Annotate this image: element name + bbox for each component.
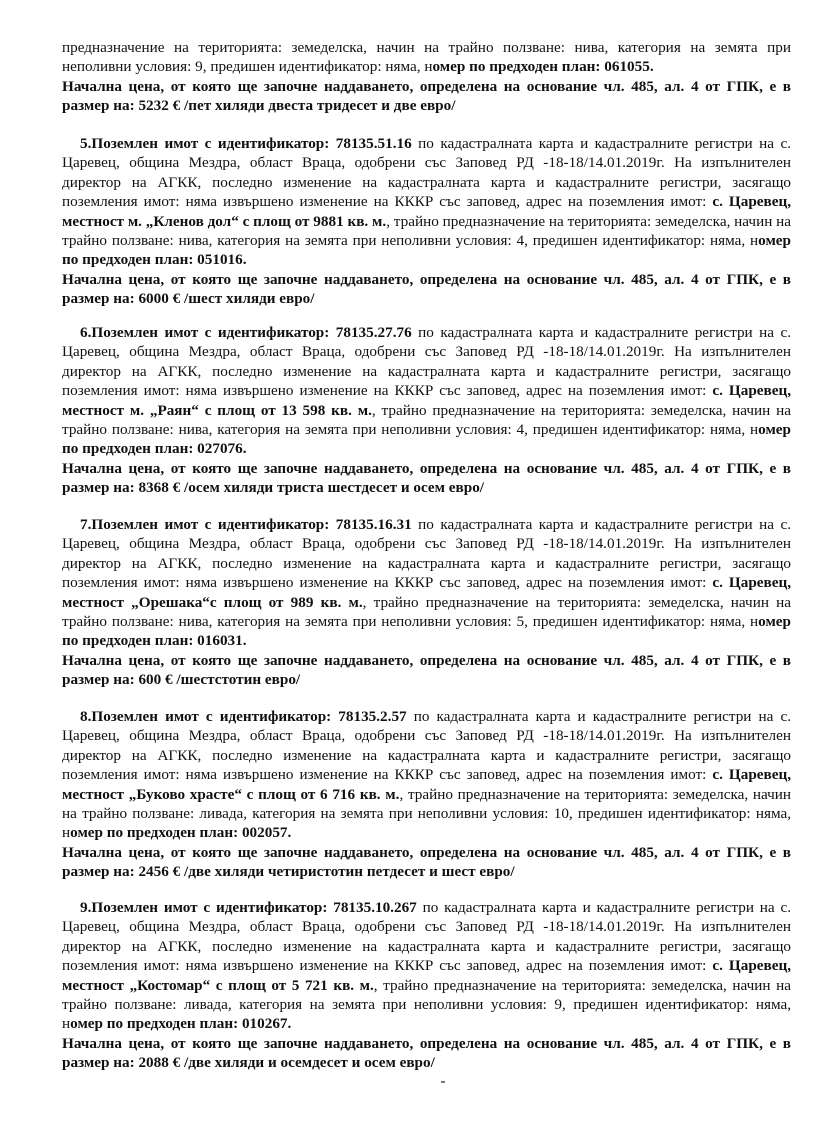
lot-heading: 8.Поземлен имот с идентификатор: 78135.2.57	[80, 708, 407, 725]
lot-text: , трайно предназначение на територията: земеделска, начин на трайно ползване: нива, категория на земята при неполивни условия: 5, предишен идентификатор: няма, н	[62, 593, 791, 631]
lot-text: по кадастралната карта и кадастралните регистри на с. Царевец, община Мездра, област Враца, одобрени със Заповед РД -18-18/14.01.2019г. На изпълнителен директор на АГКК, последно изменение на кадастралната карта и кадастралните регистри, засягащо поземления имот: няма извършено изменение на КККР със заповед, адрес на поземления имот:	[62, 324, 791, 400]
lot-description	[62, 515, 791, 651]
previous-plan-number: омер по предходен план: 016031.	[62, 613, 791, 650]
starting-price: Начална цена, от която ще започне наддаването, определена на основание чл. 485, ал. 4 от ГПК, е в размер на: 2456 € /две хиляди четиристотин петдесет и шест евро/	[62, 843, 791, 881]
lot-heading: 9.Поземлен имот с идентификатор: 78135.10.267	[80, 899, 417, 916]
starting-price: Начална цена, от която ще започне наддаването, определена на основание чл. 485, ал. 4 от ГПК, е в размер на: 600 € /шестстотин евро/	[62, 651, 791, 689]
lot-6	[62, 323, 791, 498]
lot-8	[62, 707, 791, 882]
lot-heading: 6.Поземлен имот с идентификатор: 78135.27.76	[80, 324, 412, 341]
previous-plan-number: омер по предходен план: 010267.	[70, 1015, 292, 1033]
lot-description	[62, 38, 791, 77]
lot-text: , трайно предназначение на територията: земеделска, начин на трайно ползване: нива, категория на земята при неполивни условия: 4, предишен идентификатор: няма, н	[62, 212, 791, 250]
lot-description	[62, 134, 791, 270]
lot-text: по кадастралната карта и кадастралните регистри на с. Царевец, община Мездра, област Враца, одобрени със Заповед РД -18-18/14.01.2019г. На изпълнителен директор на АГКК, последно изменение на кадастралната карта и кадастралните регистри, засягащо поземления имот: няма извършено изменение на КККР със заповед, адрес на поземления имот:	[62, 899, 791, 975]
lot-heading: 5.Поземлен имот с идентификатор: 78135.51.16	[80, 135, 412, 152]
lot-4-continuation	[62, 38, 791, 116]
previous-plan-number: омер по предходен план: 002057.	[70, 824, 292, 842]
lot-text: , трайно предназначение на територията: земеделска, начин на трайно ползване: ливада, категория на земята при неполивни условия: 10, предишен идентификатор: няма, н	[62, 785, 791, 842]
property-address: с. Царевец, местност м. „Кленов дол“ с площ от 9881 кв. м.	[62, 193, 792, 230]
scan-speck	[441, 1081, 445, 1083]
lot-9	[62, 898, 791, 1073]
property-address: с. Царевец, местност „Буково храсте“ с площ от 6 716 кв. м.	[62, 766, 792, 803]
property-address: с. Царевец, местност „Костомар“ с площ от 5 721 кв. м.	[62, 957, 792, 994]
lot-7	[62, 515, 791, 690]
lot-text: , трайно предназначение на територията: земеделска, начин на трайно ползване: ливада, категория на земята при неполивни условия: 9, предишен идентификатор: няма, н	[62, 976, 791, 1033]
starting-price: Начална цена, от която ще започне наддаването, определена на основание чл. 485, ал. 4 от ГПК, е в размер на: 6000 € /шест хиляди евро/	[62, 270, 791, 308]
lot-description	[62, 898, 791, 1034]
starting-price: Начална цена, от която ще започне наддаването, определена на основание чл. 485, ал. 4 от ГПК, е в размер на: 8368 € /осем хиляди триста шестдесет и осем евро/	[62, 459, 791, 497]
lot-description	[62, 323, 791, 459]
lot-text: по кадастралната карта и кадастралните регистри на с. Царевец, община Мездра, област Враца, одобрени със Заповед РД -18-18/14.01.2019г. На изпълнителен директор на АГКК, последно изменение на кадастралната карта и кадастралните регистри, засягащо поземления имот: няма извършено изменение на КККР със заповед, адрес на поземления имот:	[62, 708, 791, 784]
lot-5	[62, 134, 791, 309]
starting-price: Начална цена, от която ще започне наддаването, определена на основание чл. 485, ал. 4 от ГПК, е в размер на: 2088 € /две хиляди и осемдесет и осем евро/	[62, 1034, 791, 1072]
lot-heading: 7.Поземлен имот с идентификатор: 78135.16.31	[80, 516, 412, 533]
starting-price: Начална цена, от която ще започне наддаването, определена на основание чл. 485, ал. 4 от ГПК, е в размер на: 5232 € /пет хиляди двеста тридесет и две евро/	[62, 77, 791, 115]
lot-text: предназначение на територията: земеделска, начин на трайно ползване: нива, категория на земята при неполивни условия: 9, предишен идентификатор: няма, н	[62, 39, 791, 76]
lot-text: , трайно предназначение на територията: земеделска, начин на трайно ползване: нива, категория на земята при неполивни условия: 4, предишен идентификатор: няма, н	[62, 401, 791, 439]
property-address: с. Царевец, местност м. „Раян“ с площ от 13 598 кв. м.	[62, 382, 792, 419]
previous-plan-number: омер по предходен план: 027076.	[62, 421, 791, 458]
lot-text: по кадастралната карта и кадастралните регистри на с. Царевец, община Мездра, област Враца, одобрени със Заповед РД -18-18/14.01.2019г. На изпълнителен директор на АГКК, последно изменение на кадастралната карта и кадастралните регистри, засягащо поземления имот: няма извършено изменение на КККР със заповед, адрес на поземления имот:	[62, 135, 791, 211]
previous-plan-number: омер по предходен план: 051016.	[62, 232, 791, 269]
lot-description	[62, 707, 791, 843]
property-address: с. Царевец, местност „Орешака“с площ от 989 кв. м.	[62, 574, 792, 611]
lot-text: по кадастралната карта и кадастралните регистри на с. Царевец, община Мездра, област Враца, одобрени със Заповед РД -18-18/14.01.2019г. На изпълнителен директор на АГКК, последно изменение на кадастралната карта и кадастралните регистри, засягащо поземления имот: няма извършено изменение на КККР със заповед, адрес на поземления имот:	[62, 516, 791, 592]
previous-plan-number: омер по предходен план: 061055.	[432, 58, 654, 76]
